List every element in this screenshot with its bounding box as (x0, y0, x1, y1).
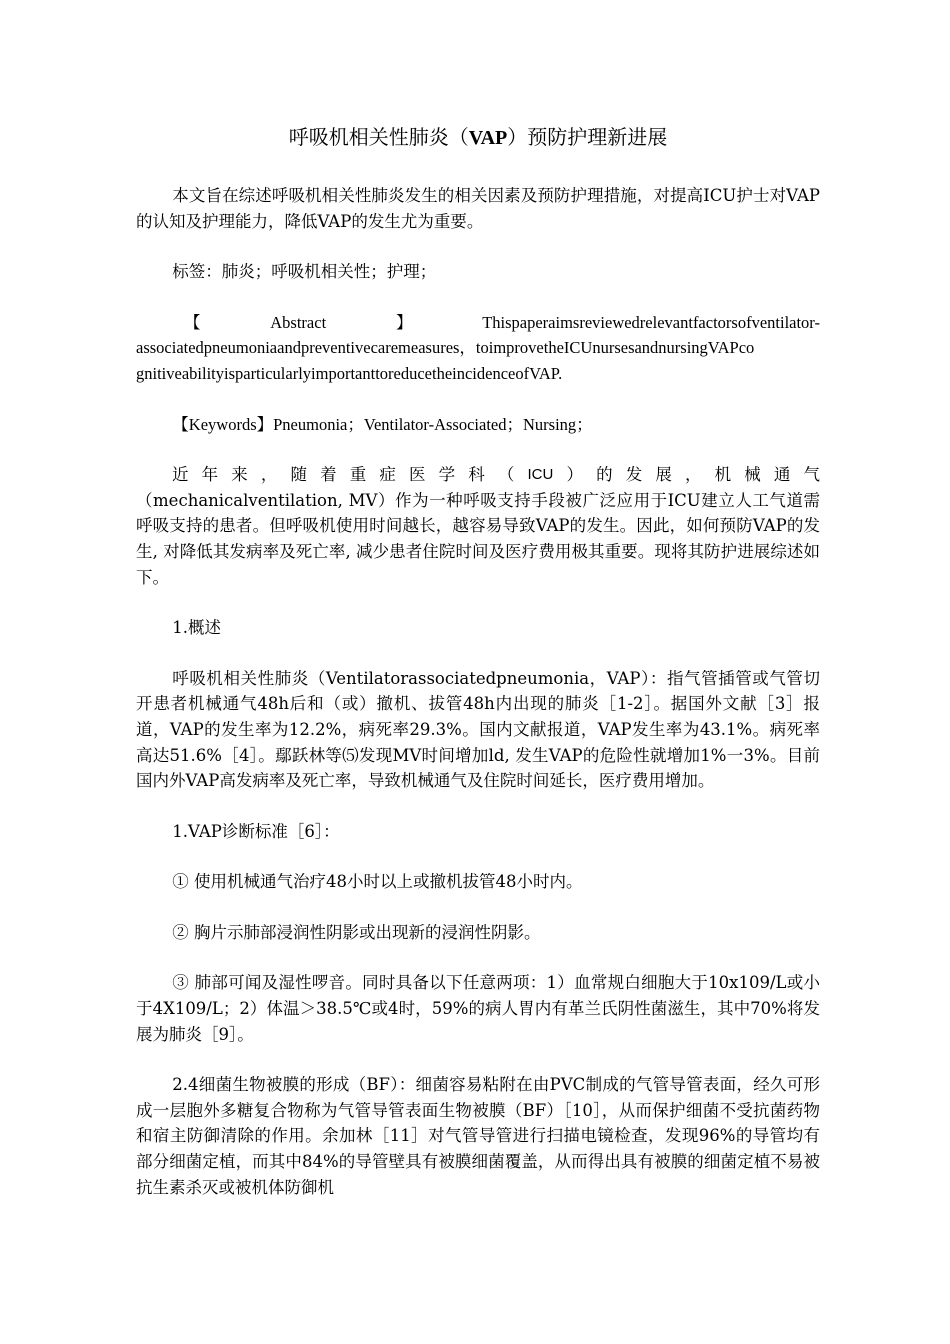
title-suffix: ）预防护理新进展 (507, 125, 668, 149)
abstract-paragraph (136, 310, 820, 387)
intro-first-line-char: ICU (527, 466, 554, 484)
intro-first-line-char: 发 (625, 465, 643, 485)
document-page (136, 118, 820, 1225)
intro-first-line-char: 展 (655, 465, 672, 485)
title-acronym: VAP (468, 127, 508, 149)
intro-first-line-char: 科 (468, 465, 485, 485)
criterion-2: ② 胸片示肺部浸润性阴影或出现新的浸润性阴影。 (172, 922, 541, 942)
keywords-line: 【Keywords】Pneumonia；Ventilator-Associated；Nursing； (172, 414, 593, 434)
intro-first-line-char: 械 (744, 465, 761, 485)
abstract-line3: gnitiveabilityisparticularlyimportanttoreducetheincidenceofVAP. (136, 363, 563, 383)
diagnosis-heading: 1.VAP诊断标准［6］： (172, 821, 340, 841)
intro-first-line-char: 近 (172, 465, 189, 485)
abstract-line1-text: Thispaperaimsreviewedrelevantfactorsofventilator- (482, 312, 820, 332)
intro-first-line-char: ， (260, 465, 278, 485)
intro-rest: （mechanicalventilation, MV）作为一种呼吸支持手段被广泛应用于ICU建立人工气道需呼吸支持的患者。但呼吸机使用时间越长，越容易导致VAP的发生。因此，如何预防VAP的发生, 对降低其发病率及死亡率, 减少患者住院时间及医疗费用极其重要。现将其防护进展综述如下。 (136, 490, 820, 587)
overview-paragraph: 呼吸机相关性肺炎（Ventilatorassociatedpneumonia，VAP）：指气管插管或气管切开患者机械通气48h后和（或）撤机、拔管48h内出现的肺炎［1-2］。据国外文献［3］报道，VAP的发生率为12.2%，病死率29.3%。国内文献报道，VAP发生率为43.1%。病死率高达51.6%［4］。鄢跃林等⑸发现MV时间增加ld, 发生VAP的危险性就增加1%一3%。目前国内外VAP高发病率及死亡率，导致机械通气及住院时间延长，医疗费用增加。 (136, 668, 820, 791)
abstract-label: Abstract (270, 312, 327, 332)
abstract-open-bracket: 【 (184, 312, 201, 332)
intro-first-line-char: 机 (714, 465, 732, 485)
title-prefix: 呼吸机相关性肺炎（ (288, 125, 469, 149)
abstract-line2: associatedpneumoniaandpreventivecaremeasures，toimprovetheICUnursesandnursingVAPco (136, 338, 755, 358)
intro-paragraph (136, 462, 820, 590)
abstract-close-bracket: 】 (395, 312, 413, 332)
intro-first-line-char: 来 (231, 465, 248, 485)
intro-first-line-char: 着 (320, 465, 337, 485)
summary-paragraph: 本文旨在综述呼吸机相关性肺炎发生的相关因素及预防护理措施，对提高ICU护士对VAP的认知及护理能力，降低VAP的发生尤为重要。 (136, 186, 820, 231)
tags-line: 标签：肺炎；呼吸机相关性；护理； (172, 262, 437, 282)
abstract-first-line (136, 310, 820, 336)
intro-first-line-char: 医 (409, 465, 426, 485)
intro-first-line-char: 重 (349, 465, 367, 485)
intro-first-line-char: 学 (438, 465, 456, 485)
criterion-1: ① 使用机械通气治疗48小时以上或撤机拔管48小时内。 (172, 872, 583, 892)
intro-first-line-char: 的 (596, 465, 613, 485)
intro-first-line-char: 随 (290, 465, 307, 485)
intro-first-line-char: （ (497, 465, 515, 485)
intro-first-line (136, 462, 820, 488)
intro-first-line-char: 年 (201, 465, 219, 485)
intro-first-line-char: ， (684, 465, 702, 485)
intro-first-line-char: 通 (773, 465, 791, 485)
biofilm-paragraph: 2.4细菌生物被膜的形成（BF）：细菌容易粘附在由PVC制成的气管导管表面，经久可形成一层胞外多糖复合物称为气管导管表面生物被膜（BF）［10］，从而保护细菌不受抗菌药物和宿主防御清除的作用。余加林［11］对气管导管进行扫描电镜检查，发现96%的导管均有部分细菌定植，而其中84%的导管壁具有被膜细菌覆盖，从而得出具有被膜的细菌定植不易被抗生素杀灭或被机体防御机 (136, 1075, 820, 1197)
intro-first-line-char: 症 (379, 465, 396, 485)
intro-first-line-char: 气 (803, 465, 820, 485)
document-title (136, 118, 820, 157)
section-overview-heading: 1.概述 (172, 618, 222, 638)
intro-first-line-char: ） (566, 465, 583, 485)
criterion-3: ③ 肺部可闻及湿性啰音。同时具备以下任意两项：1）血常规白细胞大于10x109/L或小于4X109/L；2）体温＞38.5℃或4时，59%的病人胃内有革兰氏阴性菌滋生，其中70%将发展为肺炎［9］。 (136, 973, 820, 1044)
